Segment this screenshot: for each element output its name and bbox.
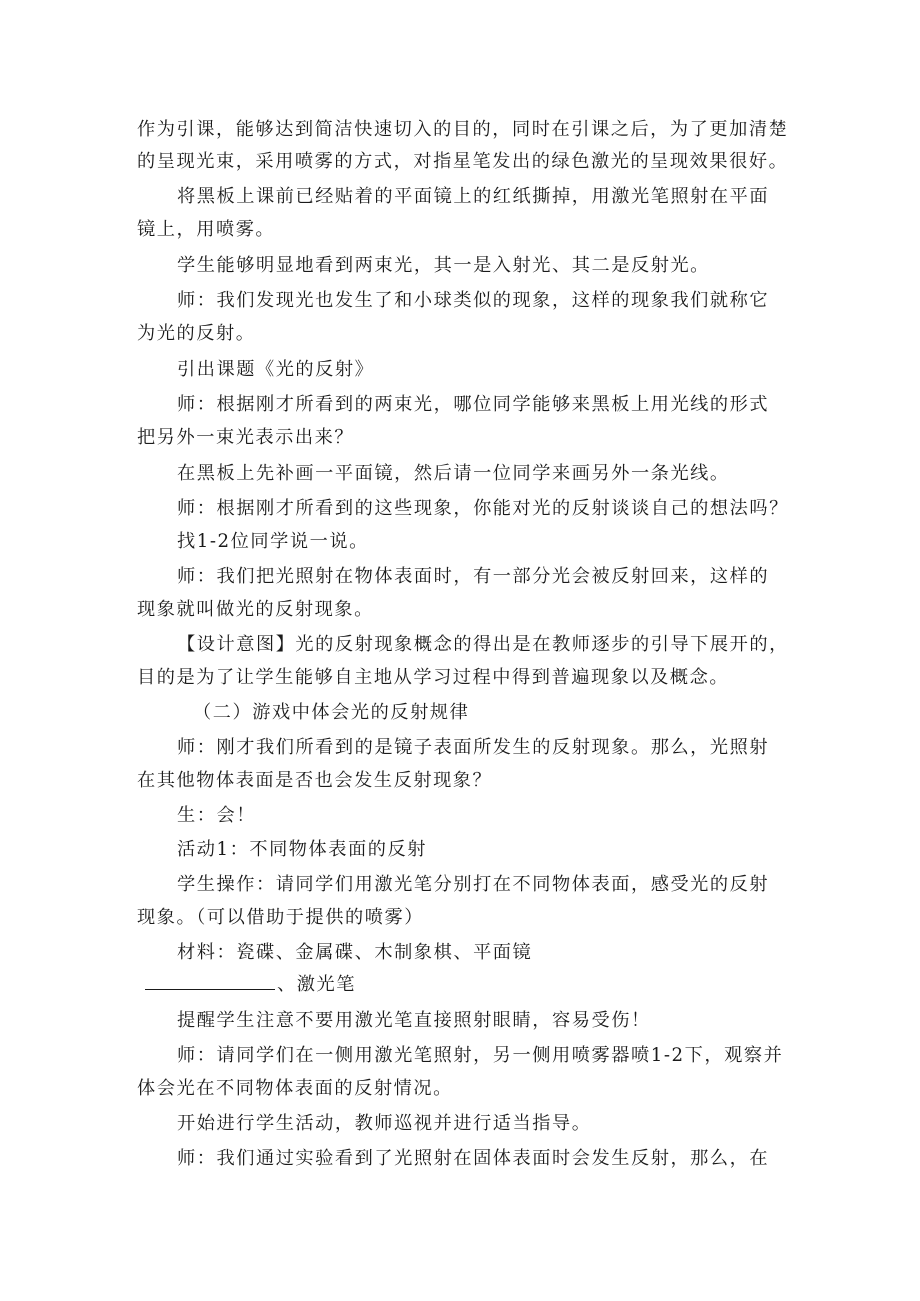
paragraph-line: 师：刚才我们所看到的是镜子表面所发生的反射现象。那么，光照射 bbox=[177, 737, 770, 758]
paragraph-line: 作为引课，能够达到简洁快速切入的目的，同时在引课之后，为了更加清楚 bbox=[137, 119, 789, 140]
materials-continuation-line bbox=[145, 969, 356, 1001]
section-heading: （二）游戏中体会光的反射规律 bbox=[193, 702, 470, 723]
paragraph-line: 师：我们发现光也发生了和小球类似的现象，这样的现象我们就称它 bbox=[177, 290, 770, 311]
paragraph-line: 引出课题《光的反射》 bbox=[177, 359, 375, 380]
paragraph-line: 在黑板上先补画一平面镜，然后请一位同学来画另外一条光线。 bbox=[177, 463, 730, 484]
paragraph-line: 把另外一束光表示出来？ bbox=[137, 427, 355, 448]
materials-continuation-text: 、激光笔 bbox=[277, 974, 356, 995]
paragraph-line: 师：我们通过实验看到了光照射在固体表面时会发生反射，那么，在 bbox=[177, 1148, 770, 1169]
paragraph-line: 的呈现光束，采用喷雾的方式，对指星笔发出的绿色激光的呈现效果很好。 bbox=[137, 151, 789, 172]
paragraph-line: 为光的反射。 bbox=[137, 323, 256, 344]
design-intent-line: 【设计意图】光的反射现象概念的得出是在教师逐步的引导下展开的， bbox=[177, 634, 789, 655]
paragraph-line: 师：根据刚才所看到的两束光，哪位同学能够来黑板上用光线的形式 bbox=[177, 394, 770, 415]
paragraph-line: 将黑板上课前已经贴着的平面镜上的红纸撕掉，用激光笔照射在平面 bbox=[177, 186, 770, 207]
paragraph-line: 找1-2位同学说一说。 bbox=[177, 531, 369, 552]
paragraph-line: 学生操作：请同学们用激光笔分别打在不同物体表面，感受光的反射 bbox=[177, 874, 770, 895]
paragraph-line: 师：请同学们在一侧用激光笔照射，另一侧用喷雾器喷1-2下，观察并 bbox=[177, 1045, 784, 1066]
paragraph-line: 提醒学生注意不要用激光笔直接照射眼睛，容易受伤！ bbox=[177, 1010, 651, 1031]
paragraph-line: 生：会！ bbox=[177, 805, 256, 826]
paragraph-line: 现象就叫做光的反射现象。 bbox=[137, 599, 374, 620]
paragraph-line: 开始进行学生活动，教师巡视并进行适当指导。 bbox=[177, 1113, 592, 1134]
fill-in-blank bbox=[145, 971, 275, 990]
paragraph-line: 镜上，用喷雾。 bbox=[137, 219, 276, 240]
paragraph-line: 学生能够明显地看到两束光，其一是入射光、其二是反射光。 bbox=[177, 255, 710, 276]
paragraph-line: 师：根据刚才所看到的这些现象，你能对光的反射谈谈自己的想法吗？ bbox=[177, 498, 789, 519]
paragraph-line: 活动1：不同物体表面的反射 bbox=[177, 839, 427, 860]
paragraph-line: 目的是为了让学生能够自主地从学习过程中得到普遍现象以及概念。 bbox=[137, 667, 730, 688]
paragraph-line: 在其他物体表面是否也会发生反射现象？ bbox=[137, 770, 493, 791]
paragraph-line: 师：我们把光照射在物体表面时，有一部分光会被反射回来，这样的 bbox=[177, 566, 770, 587]
paragraph-line: 体会光在不同物体表面的反射情况。 bbox=[137, 1078, 453, 1099]
materials-line: 材料：瓷碟、金属碟、木制象棋、平面镜 bbox=[177, 942, 533, 963]
paragraph-line: 现象。（可以借助于提供的喷雾） bbox=[137, 907, 424, 928]
